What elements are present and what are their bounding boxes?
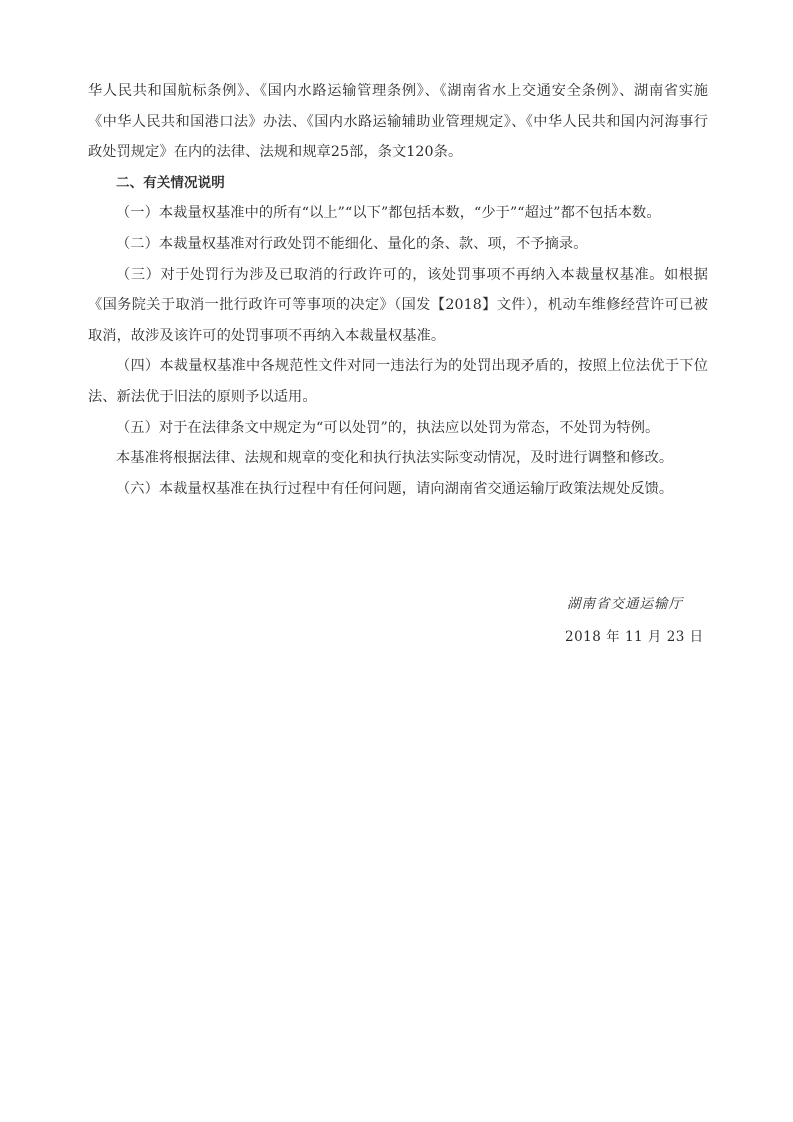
paragraph-item-5: （五）对于在法律条文中规定为“可以处罚”的，执法应以处罚为常态，不处罚为特例。 xyxy=(116,419,660,436)
paragraph-item-4: （四）本裁量权基准中各规范性文件对同一违法行为的处罚出现矛盾的，按照上位法优于下位法、新法优于旧法的原则予以适用。 xyxy=(88,358,708,405)
paragraph-item-2: （二）本裁量权基准对行政处罚不能细化、量化的条、款、项，不予摘录。 xyxy=(116,235,588,252)
section-heading-explanations: 二、有关情况说明 xyxy=(116,174,225,191)
signature-date: 2018 年 11 月 23 日 xyxy=(565,629,704,645)
paragraph-adjustment-note: 本基准将根据法律、法规和规章的变化和执行执法实际变动情况，及时进行调整和修改。 xyxy=(116,450,674,467)
signature-organization: 湖南省交通运输厅 xyxy=(567,596,683,612)
paragraph-item-3: （三）对于处罚行为涉及已取消的行政许可的，该处罚事项不再纳入本裁量权基准。如根据《国务院关于取消一批行政许可等事项的决定》（国发【2018】文件），机动车维修经营许可已被取消，故涉及该许可的处罚事项不再纳入本裁量权基准。 xyxy=(88,266,708,344)
paragraph-item-6: （六）本裁量权基准在执行过程中有任何问题，请向湖南省交通运输厅政策法规处反馈。 xyxy=(116,480,674,497)
paragraph-laws-list: 华人民共和国航标条例》、《国内水路运输管理条例》、《湖南省水上交通安全条例》、湖南省实施《中华人民共和国港口法》办法、《国内水路运输辅助业管理规定》、《中华人民共和国内河海事行政处罚规定》在内的法律、法规和规章25部，条文120条。 xyxy=(88,83,708,161)
document-body xyxy=(88,76,708,504)
paragraph-item-1: （一）本裁量权基准中的所有“以上”“以下”都包括本数，“少于”“超过”都不包括本数。 xyxy=(116,205,661,222)
